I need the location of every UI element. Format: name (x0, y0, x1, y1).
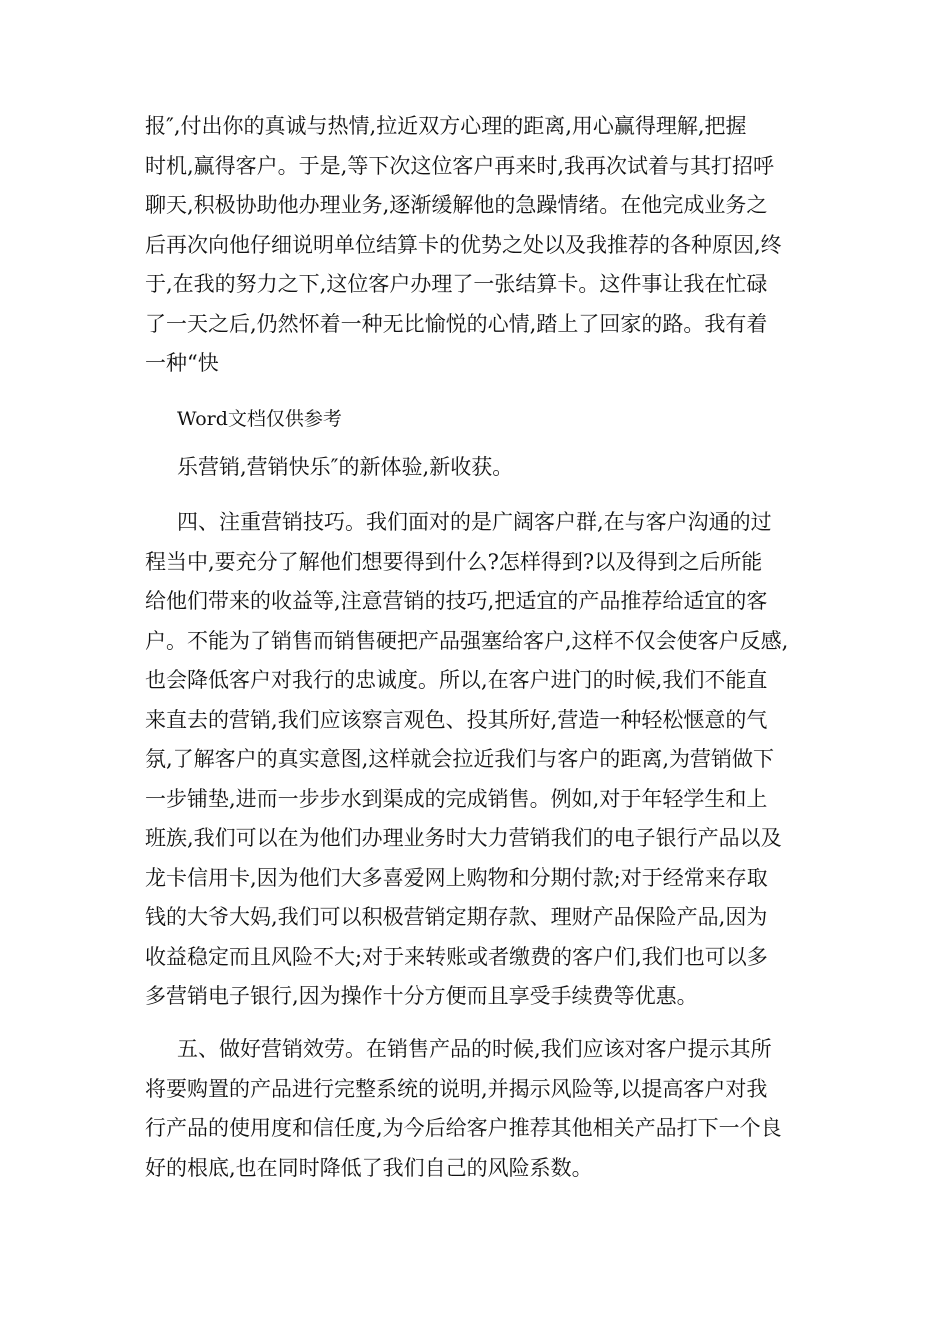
text-line: 户。不能为了销售而销售硬把产品强塞给客户,这样不仅会使客户反感, (145, 628, 789, 653)
text-line: 程当中,要充分了解他们想要得到什么?怎样得到?以及得到之后所能 (145, 549, 763, 574)
text-line: 好的根底,也在同时降低了我们自己的风险系数。 (145, 1155, 593, 1180)
text-line: 氛,了解客户的真实意图,这样就会拉近我们与客户的距离,为营销做下 (145, 747, 775, 771)
text-line: 一步铺垫,进而一步步水到渠成的完成销售。例如,对于年轻学生和上 (145, 786, 768, 811)
text-line: 钱的大爷大妈,我们可以积极营销定期存款、理财产品保险产品,因为 (145, 905, 768, 929)
text-line: 了一天之后,仍然怀着一种无比愉悦的心情,踏上了回家的路。我有着 (145, 311, 768, 336)
paragraph-marketing-skills (145, 503, 810, 1017)
text-line: 也会降低客户对我行的忠诚度。所以,在客户进门的时候,我们不能直 (145, 668, 768, 692)
text-line: 于,在我的努力之下,这位客户办理了一张结算卡。这件事让我在忙碌 (145, 272, 768, 296)
text-line: 班族,我们可以在为他们办理业务时大力营销我们的电子银行产品以及 (145, 826, 782, 850)
text-line: 一种“快 (145, 351, 219, 375)
reference-note: Word文档仅供参考 (177, 408, 342, 430)
paragraph-marketing-service (145, 1030, 810, 1188)
text-line: 将要购置的产品进行完整系统的说明,并揭示风险等,以提高客户对我 (145, 1076, 768, 1101)
text-line: 报″,付出你的真诚与热情,拉近双方心理的距离,用心赢得理解,把握 (145, 114, 747, 138)
text-line: 行产品的使用度和信任度,为今后给客户推荐其他相关产品打下一个良 (145, 1116, 782, 1140)
text-line: 龙卡信用卡,因为他们大多喜爱网上购物和分期付款;对于经常来存取 (145, 865, 768, 890)
text-line: 后再次向他仔细说明单位结算卡的优势之处以及我推荐的各种原因,终 (145, 232, 782, 257)
text-line: 多营销电子银行,因为操作十分方便而且享受手续费等优惠。 (145, 984, 698, 1008)
text-line: 时机,赢得客户。于是,等下次这位客户再来时,我再次试着与其打招呼 (145, 153, 775, 178)
paragraph-short: 乐营销,营销快乐″的新体验,新收获。 (177, 455, 514, 479)
text-line: 五、做好营销效劳。在销售产品的时候,我们应该对客户提示其所 (177, 1037, 772, 1061)
paragraph-continued (145, 107, 810, 384)
text-line: 给他们带来的收益等,注意营销的技巧,把适宜的产品推荐给适宜的客 (145, 589, 768, 613)
text-line: 四、注重营销技巧。我们面对的是广阔客户群,在与客户沟通的过 (177, 510, 772, 534)
text-line: 收益稳定而且风险不大;对于来转账或者缴费的客户们,我们也可以多 (145, 944, 768, 969)
text-line: 来直去的营销,我们应该察言观色、投其所好,营造一种轻松惬意的气 (145, 707, 768, 732)
text-line: 聊天,积极协助他办理业务,逐渐缓解他的急躁情绪。在他完成业务之 (145, 193, 768, 217)
